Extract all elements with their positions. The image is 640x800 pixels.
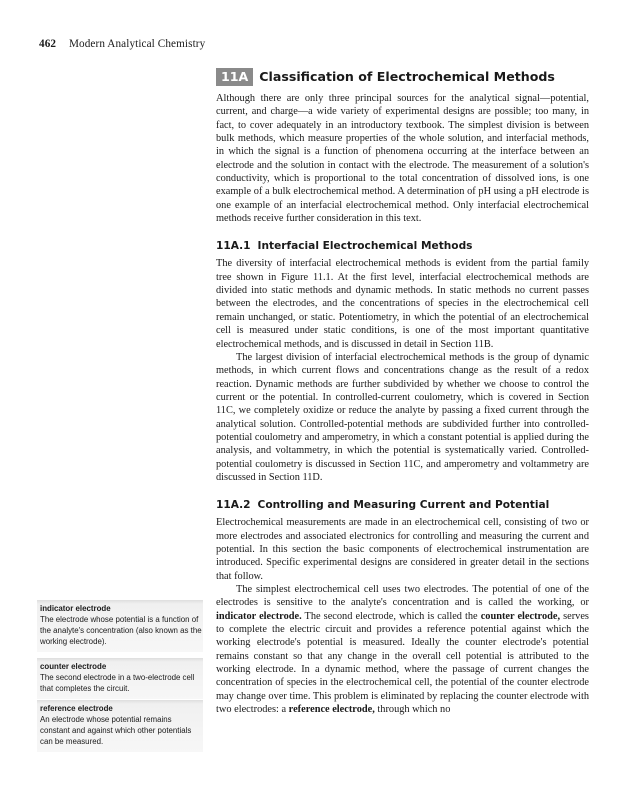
margin-definition-indicator-electrode [37,600,203,652]
subsection2-paragraph-1: Electrochemical measurements are made in an electrochemical cell, consisting of two or more electrodes and associated electronics for controlling and measuring the current and potential. In this section the basic components of electrochemical instrumentation are introduced. Specific experimental designs are considered in greater detail in the sections that follow. [216,517,589,582]
subsection-number-2: 11A.2 [216,499,251,512]
page-number: 462 [39,38,57,50]
book-title: Modern Analytical Chemistry [69,38,206,50]
key-term-reference-electrode: reference electrode, [288,704,375,716]
key-term-indicator-electrode: indicator electrode. [216,610,302,622]
margin-definition-counter-electrode [37,658,203,699]
subsection-heading-2 [216,499,589,512]
key-term-counter-electrode: counter electrode, [480,610,561,622]
paragraph-text: The simplest electrochemical cell uses two electrodes. The potential of one of the electrodes is sensitive to the analyte's concentration and is called the working, or [216,584,589,609]
margin-term: counter electrode [40,662,107,671]
margin-term: indicator electrode [40,604,111,613]
margin-term: reference electrode [40,704,113,713]
subsection-heading-1 [216,240,589,253]
paragraph-text: through which no [374,704,451,716]
running-head [39,38,205,50]
section-heading [216,68,589,86]
subsection-number-1: 11A.1 [216,240,251,253]
paragraph-text: The second electrode, which is called the [301,610,481,622]
subsection-title-1: Interfacial Electrochemical Methods [257,240,473,253]
section-title: Classification of Electrochemical Methods [259,69,555,84]
subsection1-paragraph-1: The diversity of interfacial electrochemical methods is evident from the partial family tree shown in Figure 11.1. At the first level, interfacial electrochemical methods are divided into static methods and dynamic methods. In static methods no current passes between the electrodes, and the concentrations of species in the electrochemical cell remain unchanged, or static. Potentiometry, in which the potential of an electrochemical cell is measured under static conditions, is one of the most important quantitative electrochemical methods, and is discussed in detail in Section 11B. [216,258,589,350]
section-paragraph: Although there are only three principal sources for the analytical signal—potential, current, and charge—a wide variety of experimental designs are possible; too many, in fact, to cover adequately in an introductory textbook. The simplest division is between bulk methods, which measure properties of the whole solution, and interfacial methods, in which the signal is a function of phenomena occurring at the interface between an electrode and the solution in contact with the electrode. The measurement of a solution's conductivity, which is proportional to the total concentration of dissolved ions, is one example of a bulk electrochemical method. A determination of pH using a pH electrode is one example of an interfacial electrochemical method. Only interfacial electrochemical methods receive further consideration in this text. [216,93,589,225]
section-number: 11A [216,68,253,86]
subsection2-paragraph-2 [216,583,589,716]
margin-definition: An electrode whose potential remains constant and against which other potentials can be measured. [40,715,192,746]
subsection1-paragraph-2: The largest division of interfacial electrochemical methods is the group of dynamic methods, in which current flows and concentrations change as the result of a redox reaction. Dynamic methods are further subdivided by whether we choose to control the current or the potential. In controlled-current coulometry, which is covered in Section 11C, we completely oxidize or reduce the analyte by passing a fixed current through the analytical solution. Controlled-potential methods are subdivided further into controlled-potential coulometry and amperometry, in which a constant potential is applied during the analysis, and voltammetry, in which the potential is systematically varied. Controlled-potential coulometry is discussed in Section 11C, and amperometry and voltammetry are discussed in Section 11D. [216,351,589,483]
margin-definition-reference-electrode [37,700,203,752]
main-column [216,68,589,716]
subsection-title-2: Controlling and Measuring Current and Potential [257,499,550,512]
paragraph-text: serves to complete the electric circuit and provides a reference potential against which the working electrode's potential is measured. Ideally the counter electrode's potential remains constant so that any change in the overall cell potential is attributed to the working electrode. In a dynamic method, where the passage of current changes the concentration of species in the electrochemical cell, the potential of the counter electrode may change over time. This problem is eliminated by replacing the counter electrode with two electrodes: a [216,610,589,716]
margin-definition: The second electrode in a two-electrode cell that completes the circuit. [40,673,195,693]
margin-definition: The electrode whose potential is a function of the analyte's concentration (also known as the working electrode). [40,615,202,646]
